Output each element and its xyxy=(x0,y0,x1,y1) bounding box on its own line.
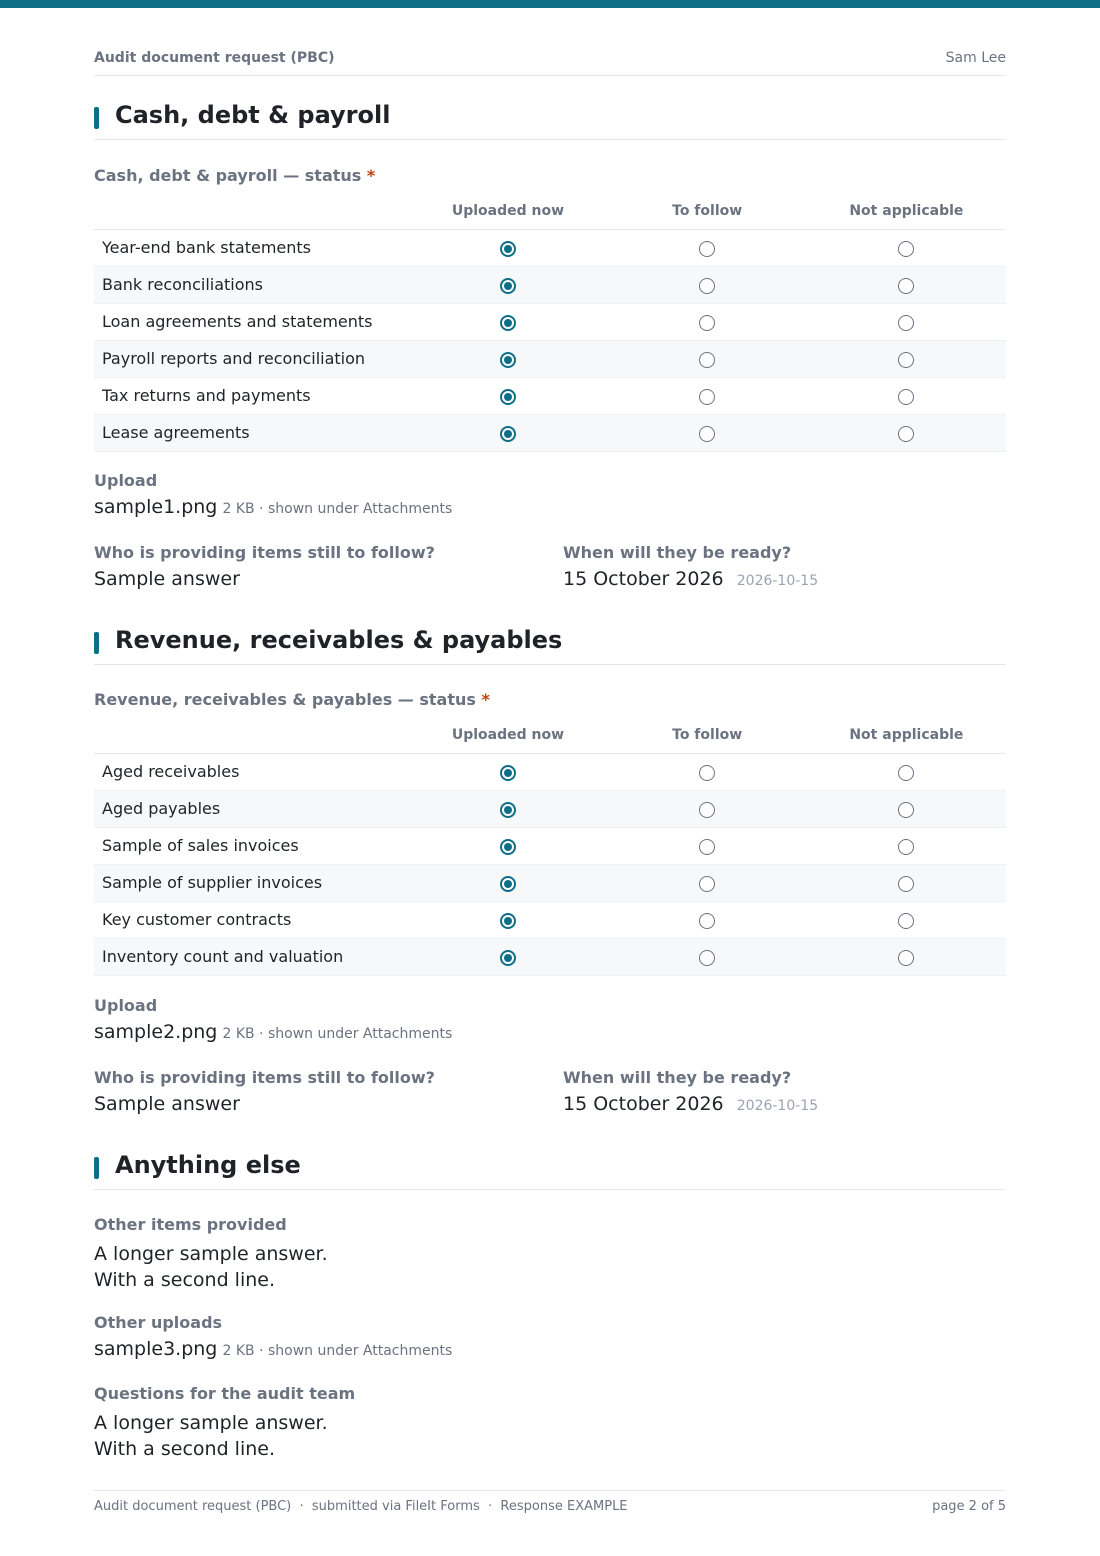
radio-not-applicable[interactable] xyxy=(898,352,914,368)
radio-to-follow[interactable] xyxy=(699,765,715,781)
who-field xyxy=(94,1068,435,1115)
cell-uploaded-now xyxy=(408,266,607,303)
cell-to-follow xyxy=(608,414,807,451)
page-footer xyxy=(94,1490,1006,1520)
when-label: When will they be ready? xyxy=(563,543,792,562)
cell-not-applicable xyxy=(807,340,1006,377)
section-cash-debt-payroll xyxy=(94,101,1006,590)
who-value: Sample answer xyxy=(94,568,240,590)
section-title: Cash, debt & payroll xyxy=(115,101,391,129)
radio-uploaded-now[interactable] xyxy=(500,913,516,929)
upload-field xyxy=(94,996,452,1043)
other-uploads-label: Other uploads xyxy=(94,1313,223,1332)
cell-uploaded-now xyxy=(408,827,607,864)
column-not-applicable: Not applicable xyxy=(807,193,1006,229)
radio-not-applicable[interactable] xyxy=(898,426,914,442)
radio-to-follow[interactable] xyxy=(699,802,715,818)
cell-to-follow xyxy=(608,938,807,975)
who-label: Who is providing items still to follow? xyxy=(94,543,435,562)
when-iso-date: 2026-10-15 xyxy=(736,1098,819,1114)
upload-filename[interactable]: sample2.png xyxy=(94,1021,218,1043)
other-uploads-meta: 2 KB · shown under Attachments xyxy=(222,1343,453,1359)
cell-to-follow xyxy=(608,864,807,901)
table-row xyxy=(94,340,1006,377)
radio-uploaded-now[interactable] xyxy=(500,315,516,331)
questions-line-1: A longer sample answer. xyxy=(94,1412,328,1434)
radio-uploaded-now[interactable] xyxy=(500,765,516,781)
row-label: Sample of supplier invoices xyxy=(94,864,408,901)
row-label: Tax returns and payments xyxy=(94,377,408,414)
respondent-name: Sam Lee xyxy=(945,50,1006,66)
when-value: 15 October 2026 xyxy=(563,1093,724,1115)
radio-uploaded-now[interactable] xyxy=(500,802,516,818)
radio-uploaded-now[interactable] xyxy=(500,950,516,966)
column-uploaded-now: Uploaded now xyxy=(408,717,607,753)
cell-to-follow xyxy=(608,827,807,864)
table-row xyxy=(94,753,1006,790)
upload-label: Upload xyxy=(94,471,158,490)
radio-uploaded-now[interactable] xyxy=(500,352,516,368)
row-label: Bank reconciliations xyxy=(94,266,408,303)
radio-uploaded-now[interactable] xyxy=(500,876,516,892)
radio-not-applicable[interactable] xyxy=(898,913,914,929)
radio-uploaded-now[interactable] xyxy=(500,426,516,442)
section-accent-bar xyxy=(94,1157,99,1179)
required-mark: * xyxy=(481,690,490,709)
status-label xyxy=(94,166,375,185)
when-field xyxy=(563,543,818,590)
cell-to-follow xyxy=(608,790,807,827)
top-accent-bar xyxy=(0,0,1100,8)
other-items-field xyxy=(94,1215,328,1293)
cell-to-follow xyxy=(608,340,807,377)
cell-uploaded-now xyxy=(408,901,607,938)
document-title: Audit document request (PBC) xyxy=(94,50,335,66)
column-uploaded-now: Uploaded now xyxy=(408,193,607,229)
radio-uploaded-now[interactable] xyxy=(500,389,516,405)
cell-uploaded-now xyxy=(408,753,607,790)
when-label: When will they be ready? xyxy=(563,1068,792,1087)
radio-uploaded-now[interactable] xyxy=(500,839,516,855)
cell-to-follow xyxy=(608,229,807,266)
column-to-follow: To follow xyxy=(608,193,807,229)
matrix-corner xyxy=(94,717,408,753)
footer-source: Audit document request (PBC) · submitted via FileIt Forms · Response EXAMPLE xyxy=(94,1499,628,1514)
status-label xyxy=(94,690,490,709)
required-mark: * xyxy=(366,166,376,185)
radio-not-applicable[interactable] xyxy=(898,802,914,818)
row-label: Lease agreements xyxy=(94,414,408,451)
status-label-text: Cash, debt & payroll — status xyxy=(94,166,362,185)
radio-not-applicable[interactable] xyxy=(898,278,914,294)
other-uploads-filename[interactable]: sample3.png xyxy=(94,1338,218,1360)
radio-to-follow[interactable] xyxy=(699,352,715,368)
radio-to-follow[interactable] xyxy=(699,426,715,442)
radio-to-follow[interactable] xyxy=(699,315,715,331)
cell-not-applicable xyxy=(807,377,1006,414)
radio-not-applicable[interactable] xyxy=(898,765,914,781)
row-label: Loan agreements and statements xyxy=(94,303,408,340)
cell-not-applicable xyxy=(807,901,1006,938)
table-row xyxy=(94,229,1006,266)
cell-uploaded-now xyxy=(408,414,607,451)
section-heading xyxy=(94,626,1006,665)
radio-not-applicable[interactable] xyxy=(898,241,914,257)
section-heading xyxy=(94,1151,1006,1190)
table-row xyxy=(94,377,1006,414)
upload-field xyxy=(94,471,452,518)
cell-not-applicable xyxy=(807,864,1006,901)
row-label: Aged payables xyxy=(94,790,408,827)
row-label: Key customer contracts xyxy=(94,901,408,938)
other-items-line-2: With a second line. xyxy=(94,1269,275,1291)
who-label: Who is providing items still to follow? xyxy=(94,1068,435,1087)
other-items-label: Other items provided xyxy=(94,1215,287,1234)
cell-not-applicable xyxy=(807,414,1006,451)
other-uploads-field xyxy=(94,1313,452,1360)
row-label: Aged receivables xyxy=(94,753,408,790)
radio-to-follow[interactable] xyxy=(699,876,715,892)
table-row xyxy=(94,938,1006,975)
matrix-corner xyxy=(94,193,408,229)
radio-to-follow[interactable] xyxy=(699,389,715,405)
row-label: Payroll reports and reconciliation xyxy=(94,340,408,377)
who-field xyxy=(94,543,435,590)
cell-not-applicable xyxy=(807,229,1006,266)
table-row xyxy=(94,266,1006,303)
row-label: Inventory count and valuation xyxy=(94,938,408,975)
upload-filename[interactable]: sample1.png xyxy=(94,496,218,518)
radio-to-follow[interactable] xyxy=(699,950,715,966)
radio-not-applicable[interactable] xyxy=(898,876,914,892)
row-label: Year-end bank statements xyxy=(94,229,408,266)
cell-not-applicable xyxy=(807,266,1006,303)
questions-line-2: With a second line. xyxy=(94,1438,275,1460)
cell-uploaded-now xyxy=(408,938,607,975)
table-row xyxy=(94,901,1006,938)
cell-to-follow xyxy=(608,753,807,790)
section-heading xyxy=(94,101,1006,140)
column-not-applicable: Not applicable xyxy=(807,717,1006,753)
table-row xyxy=(94,864,1006,901)
column-to-follow: To follow xyxy=(608,717,807,753)
cell-uploaded-now xyxy=(408,229,607,266)
status-matrix xyxy=(94,717,1006,976)
row-label: Sample of sales invoices xyxy=(94,827,408,864)
radio-to-follow[interactable] xyxy=(699,241,715,257)
status-matrix xyxy=(94,193,1006,452)
cell-not-applicable xyxy=(807,938,1006,975)
cell-not-applicable xyxy=(807,827,1006,864)
when-value: 15 October 2026 xyxy=(563,568,724,590)
document-header xyxy=(94,48,1006,76)
upload-meta: 2 KB · shown under Attachments xyxy=(222,501,453,517)
cell-not-applicable xyxy=(807,790,1006,827)
when-iso-date: 2026-10-15 xyxy=(736,573,819,589)
section-revenue-receivables-payables xyxy=(94,626,1006,1115)
section-title: Anything else xyxy=(115,1151,301,1179)
cell-uploaded-now xyxy=(408,303,607,340)
upload-label: Upload xyxy=(94,996,158,1015)
section-accent-bar xyxy=(94,632,99,654)
section-anything-else xyxy=(94,1151,1006,1460)
radio-uploaded-now[interactable] xyxy=(500,241,516,257)
table-row xyxy=(94,827,1006,864)
who-value: Sample answer xyxy=(94,1093,240,1115)
when-field xyxy=(563,1068,818,1115)
cell-to-follow xyxy=(608,901,807,938)
upload-meta: 2 KB · shown under Attachments xyxy=(222,1026,453,1042)
cell-to-follow xyxy=(608,303,807,340)
section-accent-bar xyxy=(94,107,99,129)
radio-not-applicable[interactable] xyxy=(898,389,914,405)
cell-uploaded-now xyxy=(408,864,607,901)
radio-not-applicable[interactable] xyxy=(898,315,914,331)
radio-to-follow[interactable] xyxy=(699,913,715,929)
radio-not-applicable[interactable] xyxy=(898,950,914,966)
cell-to-follow xyxy=(608,266,807,303)
page-number: page 2 of 5 xyxy=(932,1499,1006,1514)
table-row xyxy=(94,303,1006,340)
table-row xyxy=(94,414,1006,451)
cell-uploaded-now xyxy=(408,790,607,827)
status-label-text: Revenue, receivables & payables — status xyxy=(94,690,476,709)
section-title: Revenue, receivables & payables xyxy=(115,626,563,654)
table-row xyxy=(94,790,1006,827)
cell-uploaded-now xyxy=(408,377,607,414)
questions-label: Questions for the audit team xyxy=(94,1384,356,1403)
cell-not-applicable xyxy=(807,753,1006,790)
questions-field xyxy=(94,1384,355,1462)
radio-uploaded-now[interactable] xyxy=(500,278,516,294)
cell-to-follow xyxy=(608,377,807,414)
radio-not-applicable[interactable] xyxy=(898,839,914,855)
other-items-line-1: A longer sample answer. xyxy=(94,1243,328,1265)
cell-not-applicable xyxy=(807,303,1006,340)
radio-to-follow[interactable] xyxy=(699,278,715,294)
cell-uploaded-now xyxy=(408,340,607,377)
radio-to-follow[interactable] xyxy=(699,839,715,855)
